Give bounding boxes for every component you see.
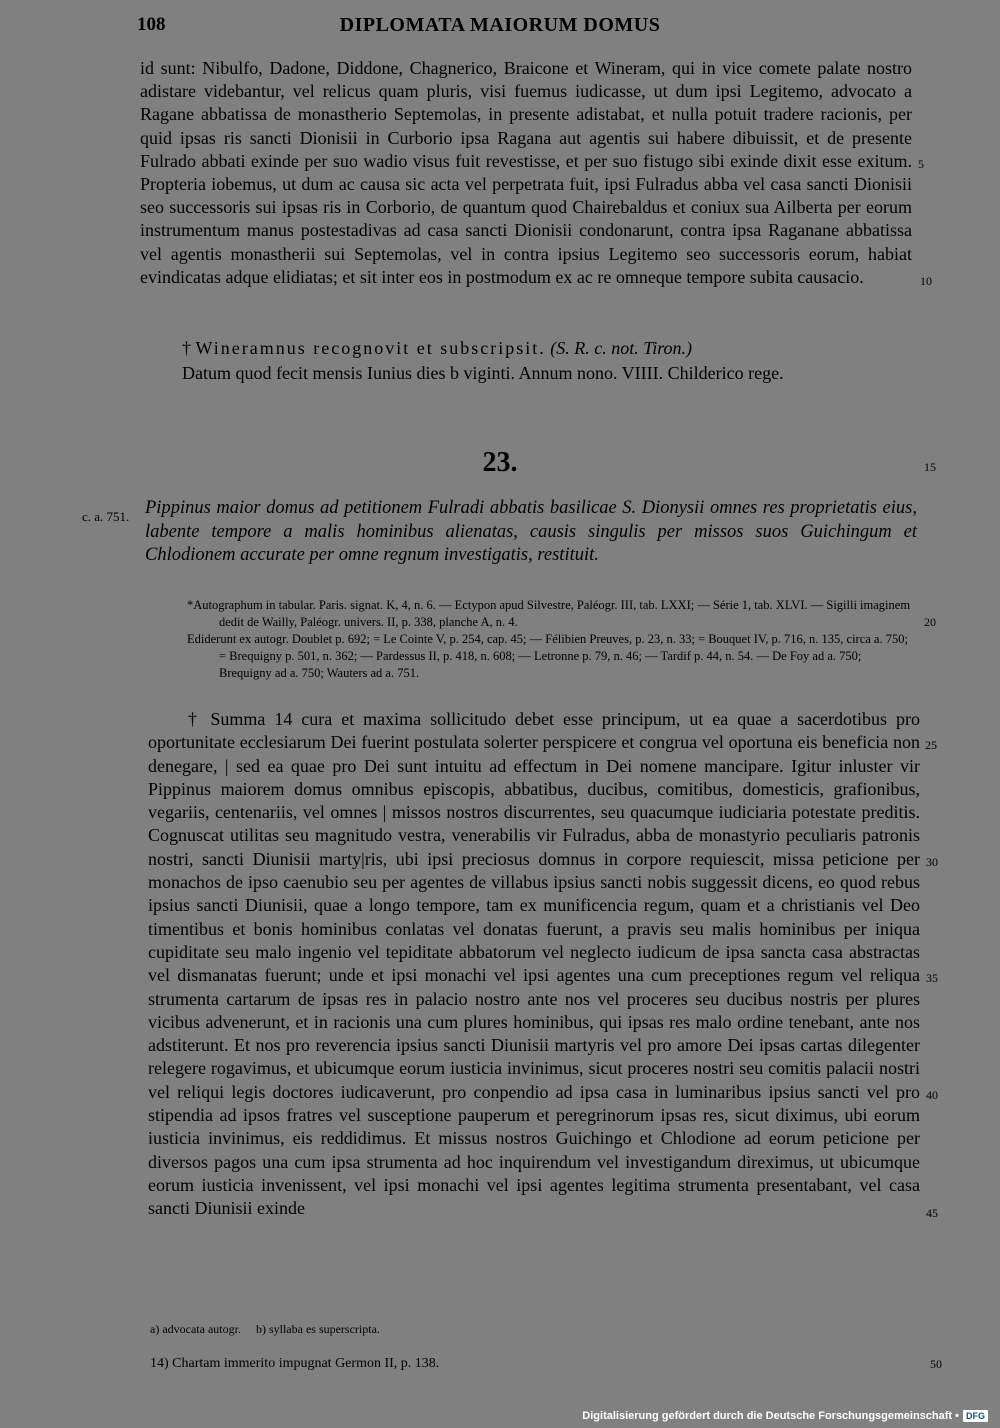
source-autograph: *Autographum in tabular. Paris. signat. K, 4, n. 6. — Ectypon apud Silvestre, Paléogr. III, tab. LXXI; — Série 1, tab. XLVI. — Sigilli imaginem dedit de Wailly, Paléogr. univers. II, p. 338, planche A, n. 4.: [187, 598, 911, 629]
line-number-15: 15: [924, 460, 936, 474]
line-number-5: 5: [918, 157, 924, 171]
document-number: 23.: [482, 447, 518, 478]
previous-document-text: id sunt: Nibulfo, Dadone, Diddone, Chagnerico, Braicone et Wineram, qui in vice comete palate nostro adistare videbantur, vel relicus quam pluris, visi fuemus iudicasse, ut dum ipsi Legitemo, advocato a Ragane abbatissa de monastherio Septemolas, in presente adistabat, et nulla potuit tradere racionis, per quid ipsas ris sancti Dionisii in Curborio ipsa Ragana aut agentis sui habere dibuissit, et de presente Fulrado abbati exinde per suo wadio visus fuit revestisse, et per suo fistugo sibi exinde dixit esse exitum. Propteria iobemus, ut dum ac causa sic acta vel perpetrata fuit, ipsi Fulradus abba vel casa sancti Dionisii seo successoris sui ipsas ris in Corborio, de quantum quod Chairebaldus et coniux sua Ailberta per eorum instrumentum manus postestadivas ad casa sancti Dionisii condonarunt, contra ipsa Raganane abbatissa vel agentis monastherii sui Septemolas, vel in contra ipsius Legitemo seo successoris eorum, habiat evindicatas adque elidiatas; et sit inter eos in postmodum ex ac re omneque tempore subita causacio.: [140, 58, 912, 287]
line-number-50: 50: [930, 1357, 942, 1371]
date-margin-note: c. a. 751.: [82, 509, 130, 524]
document-body-text: † Summa 14 cura et maxima sollicitudo debet esse principum, ut ea quae a sacerdotibus pro oportunitate ecclesiarum Dei fuerint postulata solerter perspicere et congrua vel oportuna eis beneficia non denegare, | sed ea quae pro Dei sunt intuitu ad effectum in Dei nomene mancipare. Igitur inluster vir Pippinus maiorem domus omnibus episcopis, abbatibus, ducibus, comitibus, domesticis, grafionibus, vegariis, centenariis, vel omnes | missos nostros discurrentes, seu quacumque iudiciaria potestate preditis. Cognuscat utilitas seu magnitudo vestra, venerabilis vir Fulradus, abba de monastyrio peculiaris patronis nostri, sancti Diunisii marty|ris, ubi ipsi preciosus domnus in corpore requiescit, missa peticione per monachos de ipso caenubio seu per agentes de villabus ipsius sancti nobis suggessit dicens, eo quod rebus ipsius sancti Diunisii, quae a longo tempore, tam ex munificencia regum, quam et a christianis vel Deo timentibus et bonis hominibus conlatas vel donatas fuerunt, a pravis seu malis hominibus per iniqua cupiditate seu malo ingenio vel tepiditate abbatorum vel neglecto iudicum de ipsa sancta casa abstractas vel dismanatas fuerunt; unde et ipsi monachi vel ipsi agentes una cum preceptiones regum vel reliqua strumenta cartarum de ipsas res in palacio nostro ante nos vel proceres seu ducibus nostris per plures vicibus advenerunt, et in racionis una cum plures hominibus, qui ipsas res malo ordine tenebant, ante nos adstiterunt. Et nos pro reverencia ipsius sancti Diunisii martyris vel pro amore Dei ipsas cartas dilegenter relegere rogavimus, et ubicumque eorum iusticia invinimus, sicut proceres nostri seu comitis palacii nostri vel reliqui legis doctores iudicaverunt, pro conpendio ad ipsa casa in luminaribus ipsius sancti vel pro stipendia ad ipsos fratres vel susceptione pauperum et peregrinorum ipsas res, sicut diximus, ubi eorum iusticia invinimus, eis reddidimus. Et missus nostros Guichingo et Chlodione ad eorum peticione per diversos pagos una cum ipsa strumenta ad hoc inquirendum vel investigandum direximus, ut ubicumque eorum iusticia invenissent, vel ipsi monachi vel ipsi agentes legitima strumenta presentabant, vel casa sancti Diunisii exinde: [148, 709, 920, 1219]
line-number-40: 40: [926, 1088, 938, 1102]
running-title: DIPLOMATA MAIORUM DOMUS: [339, 14, 661, 36]
source-notes: [187, 597, 917, 682]
dating-line: Datum quod fecit mensis Iunius dies b viginti. Annum nono. VIIII. Childerico rege.: [182, 363, 784, 383]
subscription-note: (S. R. c. not. Tiron.): [550, 338, 693, 358]
line-number-25: 25: [925, 738, 937, 752]
line-number-45: 45: [926, 1206, 938, 1220]
regest: Pippinus maior domus ad petitionem Fulradi abbatis basilicae S. Dionysii omnes res proprietatis eius, labente tempore a malis hominibus alienatas, causis singulis per missos suos Guichingum et Chlodionem accurate per omne regnum investigatis, restituit.: [145, 498, 917, 565]
numbered-footnote: 14) Chartam immerito impugnat Germon II, p. 138.: [150, 1356, 440, 1371]
subscription-line: [182, 337, 912, 360]
document-body: [148, 708, 920, 1221]
line-number-35: 35: [926, 971, 938, 985]
dfg-logo: DFG: [963, 1410, 988, 1422]
line-number-10: 10: [920, 274, 932, 288]
subscription-name: Wineramnus recognovit et subscripsit.: [195, 338, 546, 358]
line-number-20: 20: [924, 615, 936, 629]
cross-mark: †: [182, 338, 191, 358]
source-editions: Ediderunt ex autogr. Doublet p. 692; = Le Cointe V, p. 254, cap. 45; — Félibien Preuves, p. 23, n. 33; = Bouquet IV, p. 716, n. 135, circa a. 750; = Brequigny p. 501, n. 362; — Pardessus II, p. 418, n. 608; — Letronne p. 79, n. 46; — Tardif p. 44, n. 54. — De Foy ad a. 750; Brequigny ad a. 750; Wauters ad a. 751.: [187, 632, 908, 680]
digitization-credit: [582, 1410, 988, 1422]
page-number: 108: [137, 14, 166, 35]
letter-footnotes: a) advocata autogr. b) syllaba es superscripta.: [150, 1322, 380, 1336]
line-number-30: 30: [926, 855, 938, 869]
credit-text: Digitalisierung gefördert durch die Deutsche Forschungsgemeinschaft •: [582, 1410, 959, 1422]
